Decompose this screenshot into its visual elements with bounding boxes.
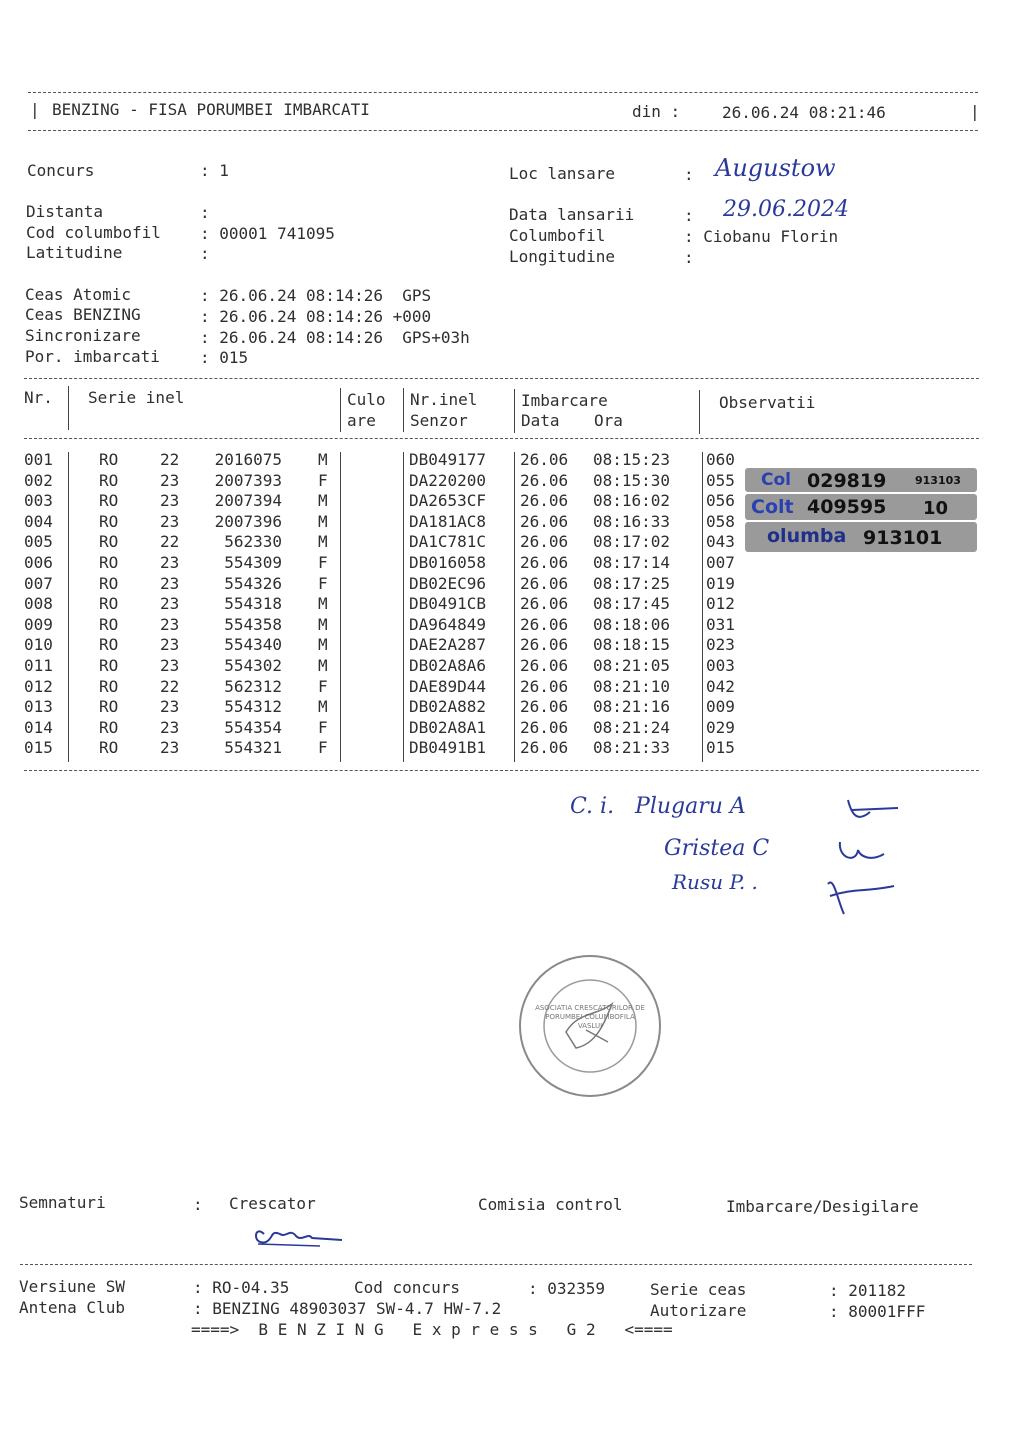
concurs-label: Concurs — [27, 161, 95, 180]
row-data: 26.06 — [520, 491, 569, 511]
sincronizare-label: Sincronizare — [25, 326, 141, 345]
row-senzor: DB02A8A6 — [409, 656, 487, 675]
row-obs: 019 — [706, 573, 735, 593]
row-ora: 08:21:33 — [593, 738, 671, 758]
sticker-tag-2 — [745, 494, 977, 520]
row-ora: 08:17:45 — [593, 594, 671, 614]
table-top-rule — [24, 378, 979, 379]
row-ora: 08:17:14 — [593, 553, 671, 572]
table-row — [0, 594, 1024, 614]
row-inel: 554309 — [224, 553, 282, 572]
row-data: 26.06 — [520, 676, 569, 696]
sticker-tag-3 — [745, 522, 977, 552]
row-senzor: DB0491B1 — [409, 738, 487, 758]
row-senzor: DAE2A287 — [409, 635, 487, 655]
col-header-nrinel: Nr.inel — [410, 390, 478, 409]
row-divider-3 — [403, 452, 404, 762]
row-tara: RO — [99, 450, 119, 469]
row-sex: F — [318, 717, 328, 737]
row-senzor: DB02A8A1 — [409, 717, 487, 737]
row-nr: 007 — [24, 573, 53, 593]
row-an: 23 — [160, 573, 180, 593]
row-senzor: DB016058 — [409, 553, 487, 572]
col-header-serie: Serie inel — [88, 388, 185, 407]
club-stamp-text: ASOCIATIA CRESCATORILOR DE PORUMBEI COLUMBOFILA VASLUI — [535, 1004, 645, 1030]
table-row — [0, 615, 1024, 635]
row-ora: 08:18:06 — [593, 614, 671, 634]
row-obs: 003 — [706, 656, 735, 675]
print-date-value: 26.06.24 08:21:46 — [722, 103, 886, 122]
row-an: 23 — [160, 656, 180, 675]
data-lansarii-sep: : — [684, 206, 694, 225]
row-ora: 08:21:05 — [593, 656, 671, 675]
row-sex: M — [318, 491, 328, 511]
imbarcare-desigilare-label: Imbarcare/Desigilare — [726, 1197, 919, 1216]
row-obs: 012 — [706, 594, 735, 614]
committee-note-line-1: C. i. Plugaru A — [570, 794, 746, 819]
row-an: 22 — [160, 532, 180, 552]
row-ora: 08:21:16 — [593, 697, 671, 717]
row-nr: 011 — [24, 656, 53, 675]
table-row — [0, 738, 1024, 758]
row-tara: RO — [99, 738, 119, 758]
row-nr: 005 — [24, 532, 53, 552]
loc-lansare-value: Augustow — [715, 154, 836, 182]
table-row — [0, 677, 1024, 697]
table-row — [0, 635, 1024, 655]
row-tara: RO — [99, 470, 119, 490]
autorizare-label: Autorizare — [650, 1301, 747, 1320]
sticker-tag-1-prefix: Col — [761, 470, 791, 490]
ceas-benzing-value: : 26.06.24 08:14:26 +000 — [200, 307, 432, 326]
row-ora: 08:15:23 — [593, 450, 671, 469]
row-obs: 023 — [706, 635, 735, 655]
longitudine-sep: : — [684, 248, 694, 267]
committee-note-line-3: Rusu P. . — [672, 870, 758, 894]
row-data: 26.06 — [520, 532, 569, 552]
row-an: 23 — [160, 553, 180, 572]
sticker-tag-3-prefix: olumba — [767, 525, 847, 547]
table-row — [0, 697, 1024, 717]
columbofil-value: : Ciobanu Florin — [684, 227, 839, 246]
cod-columbofil-value: : 00001 741095 — [200, 224, 335, 243]
row-senzor: DA964849 — [409, 614, 487, 634]
columbofil-label: Columbofil — [509, 226, 606, 245]
row-sex: F — [318, 553, 328, 572]
row-sex: M — [318, 594, 328, 614]
header-bottom-rule — [28, 130, 978, 131]
row-inel: 554302 — [224, 656, 282, 675]
row-tara: RO — [99, 635, 119, 655]
row-nr: 009 — [24, 614, 53, 634]
document-title: BENZING - FISA PORUMBEI IMBARCATI — [52, 100, 370, 119]
row-sex: F — [318, 738, 328, 758]
row-an: 22 — [160, 676, 180, 696]
row-tara: RO — [99, 656, 119, 675]
sticker-tag-3-number: 913101 — [863, 527, 943, 549]
row-nr: 004 — [24, 511, 53, 531]
header-left-bar: | — [30, 100, 40, 119]
row-tara: RO — [99, 491, 119, 511]
row-divider-2 — [340, 452, 341, 762]
row-tara: RO — [99, 573, 119, 593]
row-nr: 015 — [24, 738, 53, 758]
row-nr: 006 — [24, 553, 53, 572]
row-data: 26.06 — [520, 656, 569, 675]
row-obs: 009 — [706, 697, 735, 717]
row-senzor: DAE89D44 — [409, 676, 487, 696]
club-stamp — [516, 952, 664, 1100]
row-data: 26.06 — [520, 635, 569, 655]
row-nr: 002 — [24, 470, 53, 490]
row-senzor: DA181AC8 — [409, 511, 487, 531]
row-data: 26.06 — [520, 470, 569, 490]
serie-ceas-value: : 201182 — [829, 1281, 907, 1300]
row-tara: RO — [99, 697, 119, 717]
cod-concurs-value: : 032359 — [528, 1279, 606, 1298]
ceas-atomic-value: : 26.06.24 08:14:26 GPS — [200, 286, 432, 305]
crescator-signature — [250, 1220, 350, 1250]
row-data: 26.06 — [520, 553, 569, 572]
row-tara: RO — [99, 511, 119, 531]
row-inel: 2007394 — [214, 491, 282, 511]
row-an: 23 — [160, 470, 180, 490]
row-inel: 562330 — [224, 532, 282, 552]
col-header-observatii: Observatii — [719, 393, 816, 412]
row-an: 23 — [160, 697, 180, 717]
table-bottom-rule — [24, 770, 979, 771]
header-divider-3 — [403, 388, 404, 432]
row-obs: 042 — [706, 676, 735, 696]
row-inel: 562312 — [224, 676, 282, 696]
cod-columbofil-label: Cod columbofil — [26, 223, 161, 242]
table-row — [0, 450, 1024, 470]
col-header-ora: Ora — [594, 411, 623, 430]
row-tara: RO — [99, 676, 119, 696]
row-inel: 554321 — [224, 738, 282, 758]
row-an: 23 — [160, 717, 180, 737]
distanta-label: Distanta — [26, 202, 104, 221]
distanta-sep: : — [200, 203, 210, 222]
row-an: 23 — [160, 614, 180, 634]
row-divider-5 — [702, 452, 703, 762]
sticker-tag-1-number: 029819 — [807, 470, 887, 492]
row-inel: 2007396 — [214, 511, 282, 531]
semnaturi-sep: : — [193, 1195, 203, 1214]
row-senzor: DB0491CB — [409, 594, 487, 614]
latitudine-sep: : — [200, 244, 210, 263]
sincronizare-value: : 26.06.24 08:14:26 GPS+03h — [200, 328, 470, 347]
row-nr: 013 — [24, 697, 53, 717]
header-divider-4 — [514, 389, 515, 433]
row-tara: RO — [99, 594, 119, 614]
table-row — [0, 553, 1024, 573]
footer-rule — [20, 1264, 972, 1265]
loc-lansare-label: Loc lansare — [509, 164, 615, 183]
autorizare-value: : 80001FFF — [829, 1302, 926, 1321]
antena-club-label: Antena Club — [19, 1298, 125, 1317]
table-header-rule — [24, 438, 979, 439]
row-ora: 08:17:02 — [593, 532, 671, 552]
por-imbarcati-label: Por. imbarcati — [25, 347, 160, 366]
row-inel: 554326 — [224, 573, 282, 593]
row-tara: RO — [99, 717, 119, 737]
row-senzor: DA1C781C — [409, 532, 487, 552]
row-divider-1 — [68, 452, 69, 762]
row-ora: 08:18:15 — [593, 635, 671, 655]
antena-club-value: : BENZING 48903037 SW-4.7 HW-7.2 — [193, 1299, 502, 1318]
header-top-rule — [28, 92, 978, 93]
row-obs: 029 — [706, 717, 735, 737]
row-tara: RO — [99, 614, 119, 634]
sticker-tag-1 — [745, 468, 977, 492]
row-sex: M — [318, 697, 328, 717]
sticker-tag-2-suffix: 10 — [923, 498, 949, 519]
header-divider-1 — [68, 386, 69, 430]
committee-note-line-2: Gristea C — [664, 836, 770, 861]
row-inel: 554312 — [224, 697, 282, 717]
ceas-atomic-label: Ceas Atomic — [25, 285, 131, 304]
row-sex: F — [318, 470, 328, 490]
row-inel: 554340 — [224, 635, 282, 655]
row-ora: 08:17:25 — [593, 573, 671, 593]
row-obs: 060 — [706, 450, 735, 469]
versiune-sw-value: : RO-04.35 — [193, 1278, 290, 1297]
row-nr: 003 — [24, 491, 53, 511]
row-data: 26.06 — [520, 697, 569, 717]
row-an: 23 — [160, 491, 180, 511]
row-an: 23 — [160, 594, 180, 614]
concurs-value: : 1 — [200, 161, 229, 180]
data-lansarii-value: 29.06.2024 — [723, 197, 849, 222]
row-ora: 08:21:10 — [593, 676, 671, 696]
row-data: 26.06 — [520, 450, 569, 469]
row-obs: 043 — [706, 532, 735, 552]
col-header-imbarcare: Imbarcare — [521, 391, 608, 410]
table-row — [0, 718, 1024, 738]
crescator-label: Crescator — [229, 1194, 316, 1213]
row-inel: 554354 — [224, 717, 282, 737]
col-header-culoare: Culo — [347, 390, 386, 409]
col-header-senzor: Senzor — [410, 411, 468, 430]
serie-ceas-label: Serie ceas — [650, 1280, 747, 1299]
benzing-brand-line: ====> B E N Z I N G E x p r e s s G 2 <==== — [191, 1320, 673, 1339]
row-nr: 012 — [24, 676, 53, 696]
row-an: 23 — [160, 635, 180, 655]
data-lansarii-label: Data lansarii — [509, 205, 635, 224]
loc-lansare-sep: : — [684, 165, 694, 184]
row-nr: 010 — [24, 635, 53, 655]
row-senzor: DA2653CF — [409, 491, 487, 511]
row-inel: 554318 — [224, 594, 282, 614]
row-an: 23 — [160, 738, 180, 758]
cod-concurs-label: Cod concurs — [354, 1278, 460, 1297]
header-divider-5 — [699, 390, 700, 434]
row-nr: 008 — [24, 594, 53, 614]
col-header-data: Data — [521, 411, 560, 430]
row-data: 26.06 — [520, 717, 569, 737]
row-ora: 08:21:24 — [593, 717, 671, 737]
row-senzor: DA220200 — [409, 470, 487, 490]
row-senzor: DB02A882 — [409, 697, 487, 717]
row-sex: M — [318, 532, 328, 552]
row-sex: M — [318, 511, 328, 531]
row-tara: RO — [99, 532, 119, 552]
row-inel: 2016075 — [214, 450, 282, 469]
longitudine-label: Longitudine — [509, 247, 615, 266]
ceas-benzing-label: Ceas BENZING — [25, 305, 141, 324]
row-divider-4 — [514, 452, 515, 762]
table-row — [0, 574, 1024, 594]
header-right-bar: | — [970, 102, 980, 121]
por-imbarcati-value: : 015 — [200, 348, 249, 367]
row-sex: F — [318, 573, 328, 593]
row-ora: 08:16:33 — [593, 511, 671, 531]
row-data: 26.06 — [520, 511, 569, 531]
row-obs: 056 — [706, 491, 735, 511]
row-obs: 015 — [706, 738, 735, 758]
print-date-label: din : — [632, 102, 681, 121]
col-header-nr: Nr. — [24, 388, 53, 407]
row-sex: M — [318, 614, 328, 634]
row-nr: 001 — [24, 450, 53, 469]
row-data: 26.06 — [520, 738, 569, 758]
sticker-tag-2-number: 409595 — [807, 496, 887, 518]
row-data: 26.06 — [520, 594, 569, 614]
row-sex: M — [318, 656, 328, 675]
table-row — [0, 656, 1024, 676]
row-tara: RO — [99, 553, 119, 572]
row-senzor: DB049177 — [409, 450, 487, 469]
row-ora: 08:15:30 — [593, 470, 671, 490]
row-sex: M — [318, 635, 328, 655]
header-divider-2 — [340, 388, 341, 432]
latitudine-label: Latitudine — [26, 243, 123, 262]
row-inel: 2007393 — [214, 470, 282, 490]
row-obs: 007 — [706, 553, 735, 572]
row-obs: 055 — [706, 470, 735, 490]
sticker-tag-2-prefix: Colt — [751, 496, 794, 518]
semnaturi-label: Semnaturi — [19, 1193, 106, 1212]
comisia-control-label: Comisia control — [478, 1195, 623, 1214]
handwritten-signatures — [800, 792, 910, 922]
versiune-sw-label: Versiune SW — [19, 1277, 125, 1296]
row-inel: 554358 — [224, 614, 282, 634]
row-an: 22 — [160, 450, 180, 469]
row-obs: 058 — [706, 511, 735, 531]
row-sex: M — [318, 450, 328, 469]
row-data: 26.06 — [520, 614, 569, 634]
col-header-culoare-2: are — [347, 411, 376, 430]
row-ora: 08:16:02 — [593, 491, 671, 511]
row-senzor: DB02EC96 — [409, 573, 487, 593]
row-an: 23 — [160, 511, 180, 531]
row-nr: 014 — [24, 717, 53, 737]
row-sex: F — [318, 676, 328, 696]
row-obs: 031 — [706, 614, 735, 634]
row-data: 26.06 — [520, 573, 569, 593]
sticker-tag-1-suffix: 913103 — [915, 474, 961, 487]
